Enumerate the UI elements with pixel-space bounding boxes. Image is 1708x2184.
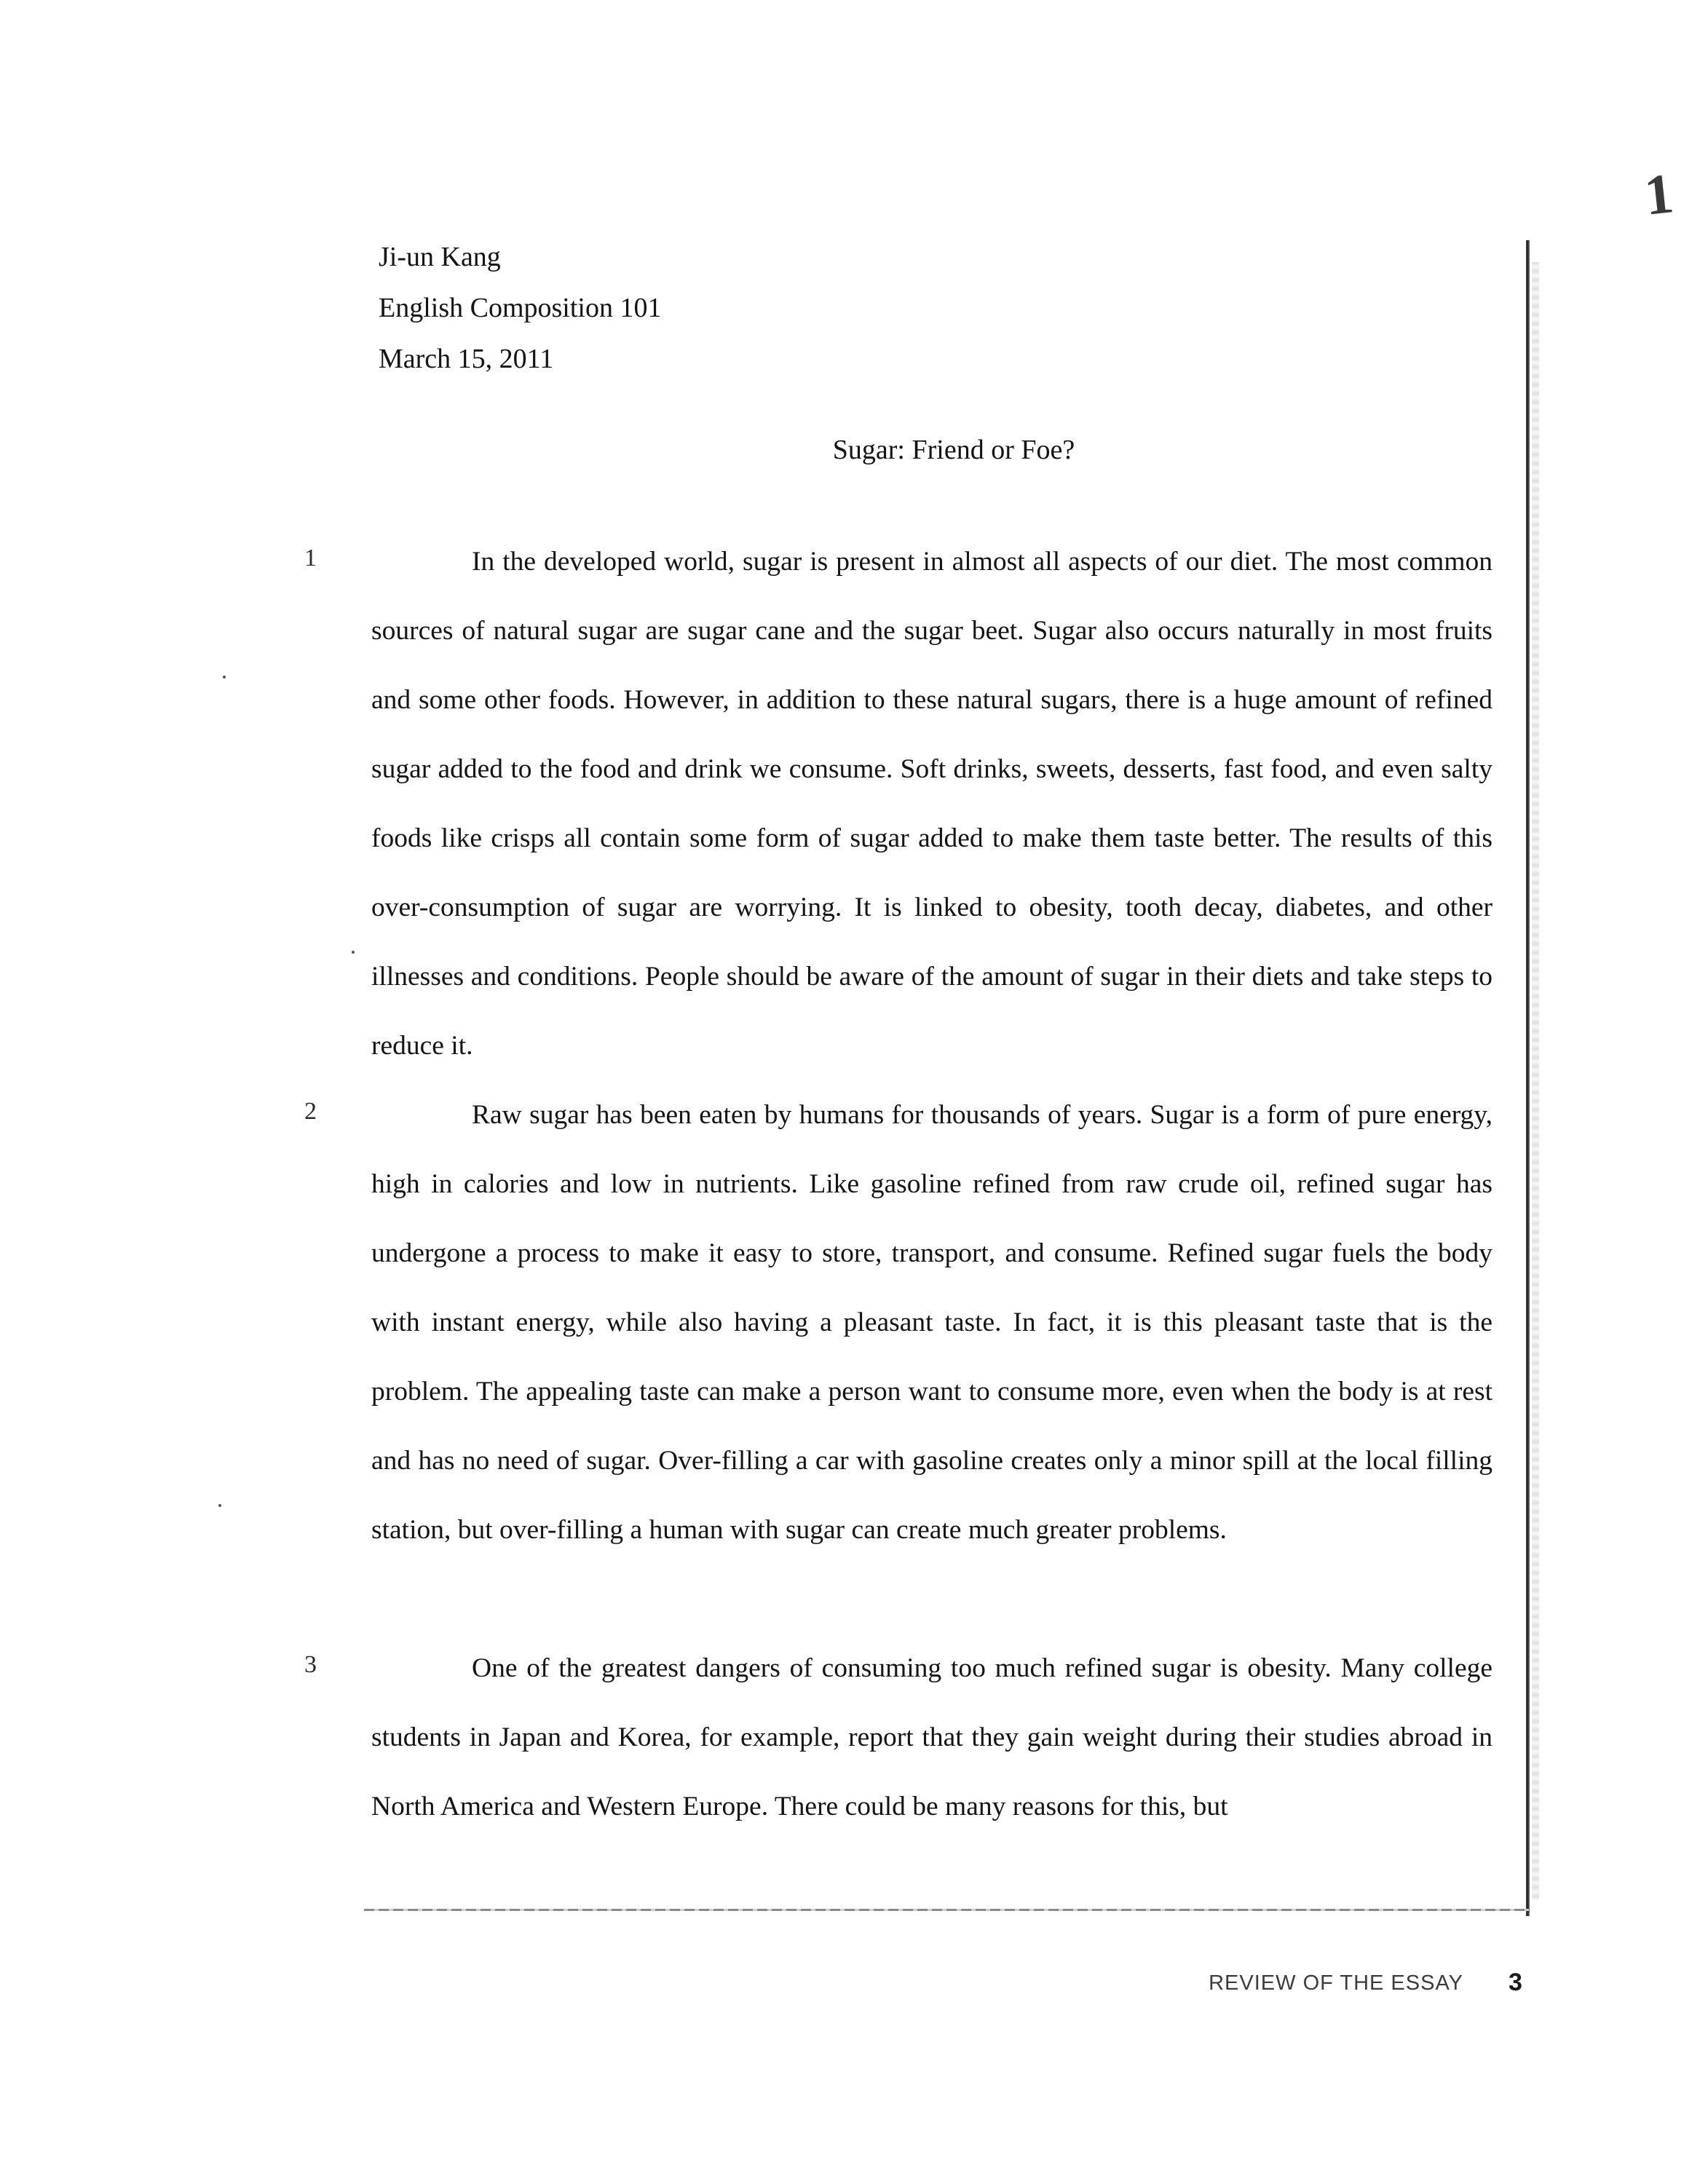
paragraph-2: Raw sugar has been eaten by humans for thousands of years. Sugar is a form of pure energy, high in calories and low in nutrients. Like gasoline refined from raw crude oil, refined sugar has undergone a process to make it easy to store, transport, and consume. Refined sugar fuels the body with instant energy, while also having a pleasant taste. In fact, it is this pleasant taste that is the problem. The appealing taste can make a person want to consume more, even when the body is at rest and has no need of sugar. Over-filling a car with gasoline creates only a minor spill at the local filling station, but over-filling a human with sugar can create much greater problems. <box>371 1100 1492 1545</box>
footer-page-number: 3 <box>1509 1969 1522 1996</box>
paragraph-number-2: 2 <box>304 1098 317 1125</box>
scan-speck <box>218 1504 221 1507</box>
footer-section-label: REVIEW OF THE ESSAY <box>1209 1971 1463 1995</box>
scan-speck <box>223 676 226 678</box>
essay-header <box>379 232 661 384</box>
essay-title: Sugar: Friend or Foe? <box>832 435 1075 465</box>
essay-date: March 15, 2011 <box>379 344 554 374</box>
course-name: English Composition 101 <box>379 293 662 323</box>
handwritten-page-mark: 1 <box>1641 161 1677 227</box>
page-frame-shadow <box>1532 262 1539 1900</box>
page-frame-bottom-edge <box>364 1909 1529 1911</box>
paragraph-1: In the developed world, sugar is present in almost all aspects of our diet. The most common sources of natural sugar are sugar cane and the sugar beet. Sugar also occurs naturally in most fruits and some other foods. However, in addition to these natural sugars, there is a huge amount of refined sugar added to the food and drink we consume. Soft drinks, sweets, desserts, fast food, and even salty foods like crisps all contain some form of sugar added to make them taste better. The results of this over-consumption of sugar are worrying. It is linked to obesity, tooth decay, diabetes, and other illnesses and conditions. People should be aware of the amount of sugar in their diets and take steps to reduce it. <box>371 547 1492 1061</box>
scan-speck <box>352 951 355 954</box>
paragraph-number-1: 1 <box>304 545 317 571</box>
paragraph-number-3: 3 <box>304 1651 317 1678</box>
page-frame-right-edge <box>1526 240 1530 1916</box>
paragraph-3: One of the greatest dangers of consuming too much refined sugar is obesity. Many college students in Japan and Korea, for example, report that they gain weight during their studies abroad in North America and Western Europe. There could be many reasons for this, but <box>371 1653 1492 1821</box>
author-name: Ji-un Kang <box>379 242 501 272</box>
